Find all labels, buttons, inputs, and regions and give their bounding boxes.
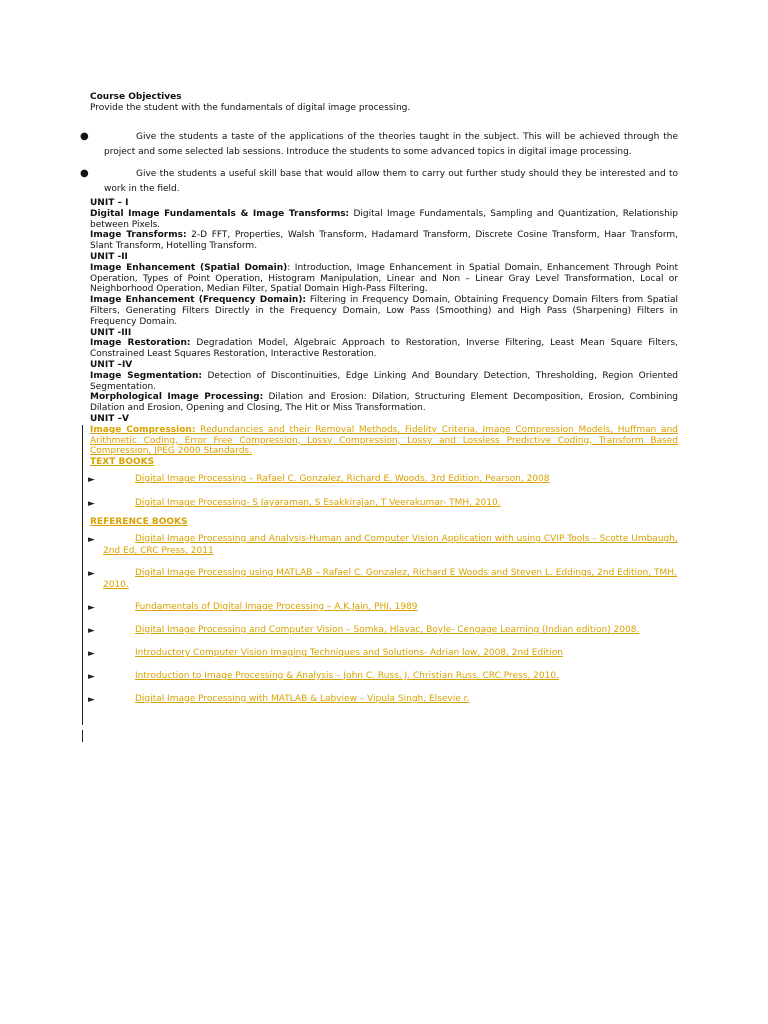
topic-text: Digital Image Fundamentals, Sampling and Quantization, Relationship between Pixels.: [90, 208, 678, 230]
list-marker-icon: ►: [88, 498, 95, 509]
topic-label: Image Transforms:: [90, 230, 187, 241]
unit-topic: [90, 425, 678, 457]
list-marker-icon: ►: [88, 671, 95, 682]
objective-text: Give the students a useful skill base that would allow them to carry out further study should they be interested and to work in the field.: [104, 169, 678, 194]
bullet-icon: ●: [80, 168, 89, 179]
unit-title: UNIT -III: [90, 327, 132, 338]
unit-topic: [90, 392, 678, 414]
reference-book-text: Fundamentals of Digital Image Processing – A.K.Jain, PHI, 1989: [135, 601, 418, 612]
unit-title: UNIT – I: [90, 198, 129, 208]
unit-topic: [90, 230, 678, 252]
list-marker-icon: ►: [88, 534, 95, 545]
reference-book-item: [88, 647, 678, 659]
text-book-item: [88, 497, 678, 509]
text-books-heading: TEXT BOOKS: [90, 457, 155, 468]
unit-topic: [90, 209, 678, 231]
list-marker-icon: ►: [88, 625, 95, 636]
unit-topic: [90, 263, 678, 295]
text-book-text: Digital Image Processing- S Jayaraman, S Esakkirajan, T Veerakumar- TMH, 2010.: [135, 497, 501, 508]
objective-bullet: [80, 167, 678, 196]
reference-book-item: [88, 601, 678, 613]
reference-book-text: Introductory Computer Vision Imaging Techniques and Solutions- Adrian low, 2008, 2nd Edition: [135, 647, 563, 658]
objective-bullet: [80, 130, 678, 159]
topic-text: Degradation Model, Algebraic Approach to Restoration, Inverse Filtering, Least Mean Square Filters, Constrained Least Squares Restoration, Interactive Restoration.: [90, 338, 679, 360]
topic-label: Image Compression:: [90, 424, 196, 435]
change-bar: [82, 425, 83, 725]
list-marker-icon: ►: [88, 602, 95, 613]
topic-label: Image Segmentation:: [90, 370, 202, 381]
topic-text: Detection of Discontinuities, Edge Linking And Boundary Detection, Thresholding, Region Oriented Segmentation.: [90, 370, 678, 392]
unit-topic: [90, 338, 678, 360]
list-marker-icon: ►: [88, 648, 95, 659]
topic-text: Dilation and Erosion: Dilation, Structuring Element Decomposition, Erosion, Combining Dilation and Erosion, Opening and Closing, The Hit or Miss Transformation.: [90, 392, 678, 414]
syllabus-units: [90, 198, 678, 705]
reference-book-item: [88, 624, 678, 636]
reference-books-heading: REFERENCE BOOKS: [90, 516, 188, 527]
reference-book-text: Digital Image Processing with MATLAB & Labview – Vipula Singh, Elsevie r.: [135, 693, 470, 704]
topic-label: Image Restoration:: [90, 338, 191, 349]
course-objectives-intro: Provide the student with the fundamentals of digital image processing.: [90, 103, 411, 113]
topic-text: Filtering in Frequency Domain, Obtaining Frequency Domain Filters from Spatial Filters, Generating Filters Directly in the Frequency Domain, Low Pass (Smoothing) and High Pass (Sharpening) Filters in Frequency Domain.: [90, 295, 678, 327]
text-book-text: Digital Image Processing – Rafael C. Gonzalez, Richard E. Woods, 3rd Edition, Pearson, 2008: [135, 473, 550, 484]
list-marker-icon: ►: [88, 694, 95, 705]
document-body: [80, 92, 679, 705]
reference-book-item: [88, 693, 678, 705]
reference-book-text: Digital Image Processing using MATLAB – Rafael C. Gonzalez, Richard E Woods and Steven L. Eddings, 2nd Edition, TMH, 2010.: [103, 567, 677, 590]
topic-label: Image Enhancement (Spatial Domain): [90, 262, 288, 273]
course-objectives-heading: Course Objectives: [90, 92, 182, 102]
topic-text: Redundancies and their Removal Methods, Fidelity Criteria, Image Compression Models, Huffman and Arithmetic Coding, Error Free Compression, Lossy Compression, Lossy and Lossless Predictive Coding, Transform Based Compression, JPEG 2000 Standards.: [90, 424, 678, 457]
tracked-changes-block: [90, 425, 678, 705]
reference-book-text: Digital Image Processing and Analysis-Human and Computer Vision Application with using CVIP Tools – Scotte Umbaugh, 2nd Ed, CRC Press, 2011: [103, 533, 678, 556]
bullet-icon: ●: [80, 131, 89, 142]
unit-title: UNIT –IV: [90, 359, 133, 370]
topic-text: : Introduction, Image Enhancement in Spatial Domain, Enhancement Through Point Operation, Types of Point Operation, Histogram Manipulation, Linear and Non – Linear Gray Level Transformation, Local or Neighborhood Operation, Median Filter, Spatial Domain High-Pass Filtering.: [90, 262, 679, 295]
list-marker-icon: ►: [88, 568, 95, 579]
unit-title: UNIT -II: [90, 251, 128, 262]
reference-book-item: [88, 533, 678, 557]
text-book-item: [88, 473, 678, 485]
topic-label: Digital Image Fundamentals & Image Transforms:: [90, 208, 350, 219]
objective-text: Give the students a taste of the applications of the theories taught in the subject. This will be achieved through the project and some selected lab sessions. Introduce the students to some advanced topics in digital image processing.: [104, 132, 678, 157]
reference-book-text: Digital Image Processing and Computer Vision – Somka, Hlavac, Boyle- Cengage Learning (Indian edition) 2008.: [135, 624, 640, 635]
reference-book-item: [88, 670, 678, 682]
unit-topic: [90, 371, 678, 393]
reference-book-item: [88, 567, 678, 591]
text-cursor: [82, 730, 83, 742]
unit-topic: [90, 295, 678, 327]
reference-book-text: Introduction to Image Processing & Analysis – John C. Russ, J. Christian Russ, CRC Press, 2010.: [135, 670, 559, 681]
topic-text: 2-D FFT, Properties, Walsh Transform, Hadamard Transform, Discrete Cosine Transform, Haar Transform, Slant Transform, Hotelling Transform.: [90, 230, 678, 252]
list-marker-icon: ►: [88, 474, 95, 485]
topic-label: Morphological Image Processing:: [90, 392, 264, 403]
topic-label: Image Enhancement (Frequency Domain):: [90, 295, 307, 306]
unit-title: UNIT –V: [90, 413, 129, 424]
